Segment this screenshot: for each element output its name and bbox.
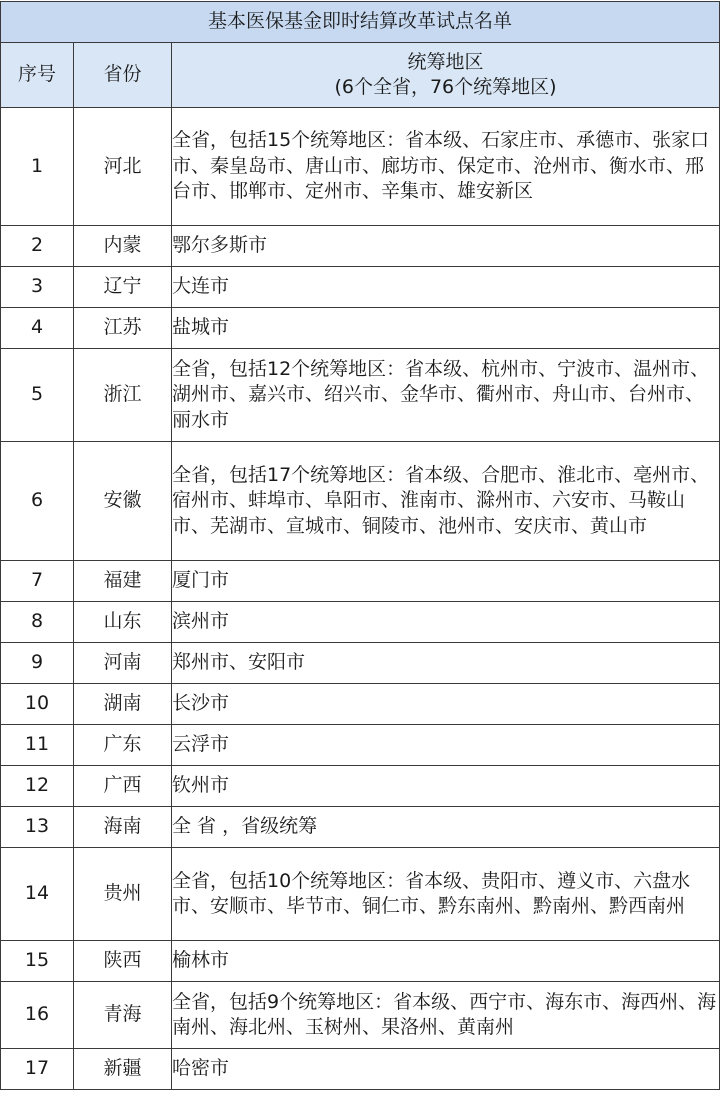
table-title-row (1, 2, 720, 43)
row-province: 福建 (74, 561, 172, 602)
row-region: 盐城市 (172, 308, 720, 349)
row-province: 新疆 (74, 1049, 172, 1090)
row-province: 河北 (74, 108, 172, 226)
table-row (1, 643, 720, 684)
table-row (1, 442, 720, 561)
header-seq: 序号 (1, 43, 74, 108)
row-number: 11 (1, 725, 74, 766)
row-province: 青海 (74, 982, 172, 1049)
row-number: 5 (1, 349, 74, 442)
row-region: 郑州市、安阳市 (172, 643, 720, 684)
row-province: 山东 (74, 602, 172, 643)
row-region: 全省，包括9个统筹地区：省本级、西宁市、海东市、海西州、海南州、海北州、玉树州、果洛州、黄南州 (172, 982, 720, 1049)
row-province: 贵州 (74, 848, 172, 941)
row-number: 4 (1, 308, 74, 349)
row-province: 安徽 (74, 442, 172, 561)
row-province: 陕西 (74, 941, 172, 982)
header-row (1, 43, 720, 108)
row-region: 鄂尔多斯市 (172, 226, 720, 267)
row-region: 钦州市 (172, 766, 720, 807)
row-number: 6 (1, 442, 74, 561)
row-number: 13 (1, 807, 74, 848)
row-number: 1 (1, 108, 74, 226)
row-region: 榆林市 (172, 941, 720, 982)
row-province: 辽宁 (74, 267, 172, 308)
row-number: 2 (1, 226, 74, 267)
table-row (1, 267, 720, 308)
row-province: 广东 (74, 725, 172, 766)
table-row (1, 308, 720, 349)
row-region: 哈密市 (172, 1049, 720, 1090)
row-number: 15 (1, 941, 74, 982)
row-region: 全省，包括15个统筹地区：省本级、石家庄市、承德市、张家口市、秦皇岛市、唐山市、廊坊市、保定市、沧州市、衡水市、邢台市、邯郸市、定州市、辛集市、雄安新区 (172, 108, 720, 226)
row-region: 长沙市 (172, 684, 720, 725)
table-row (1, 941, 720, 982)
table-row (1, 602, 720, 643)
row-province: 内蒙 (74, 226, 172, 267)
row-province: 海南 (74, 807, 172, 848)
row-province: 河南 (74, 643, 172, 684)
table-row (1, 108, 720, 226)
row-number: 9 (1, 643, 74, 684)
row-province: 浙江 (74, 349, 172, 442)
table-row (1, 982, 720, 1049)
header-province: 省份 (74, 43, 172, 108)
row-region: 滨州市 (172, 602, 720, 643)
row-region: 全 省 ，省级统筹 (172, 807, 720, 848)
row-province: 湖南 (74, 684, 172, 725)
row-number: 8 (1, 602, 74, 643)
table-row (1, 1049, 720, 1090)
row-province: 广西 (74, 766, 172, 807)
row-number: 16 (1, 982, 74, 1049)
table-row (1, 561, 720, 602)
row-number: 12 (1, 766, 74, 807)
header-region-line1: 统筹地区 (407, 50, 484, 73)
pilot-list-table (0, 1, 720, 1090)
row-region: 大连市 (172, 267, 720, 308)
row-region: 厦门市 (172, 561, 720, 602)
row-province: 江苏 (74, 308, 172, 349)
row-region: 全省，包括17个统筹地区：省本级、合肥市、淮北市、亳州市、宿州市、蚌埠市、阜阳市、淮南市、滁州市、六安市、马鞍山市、芜湖市、宣城市、铜陵市、池州市、安庆市、黄山市 (172, 442, 720, 561)
table-row (1, 725, 720, 766)
row-number: 14 (1, 848, 74, 941)
header-region (172, 43, 720, 108)
row-number: 10 (1, 684, 74, 725)
row-region: 全省，包括12个统筹地区：省本级、杭州市、宁波市、温州市、湖州市、嘉兴市、绍兴市、金华市、衢州市、舟山市、台州市、丽水市 (172, 349, 720, 442)
row-number: 7 (1, 561, 74, 602)
row-number: 3 (1, 267, 74, 308)
row-region: 全省，包括10个统筹地区：省本级、贵阳市、遵义市、六盘水市、安顺市、毕节市、铜仁市、黔东南州、黔南州、黔西南州 (172, 848, 720, 941)
row-number: 17 (1, 1049, 74, 1090)
table-row (1, 766, 720, 807)
table-row (1, 807, 720, 848)
table-row (1, 684, 720, 725)
table-row (1, 226, 720, 267)
row-region: 云浮市 (172, 725, 720, 766)
table-title: 基本医保基金即时结算改革试点名单 (1, 2, 720, 43)
header-region-line2: (6个全省，76个统筹地区) (334, 76, 557, 98)
table-row (1, 848, 720, 941)
table-row (1, 349, 720, 442)
